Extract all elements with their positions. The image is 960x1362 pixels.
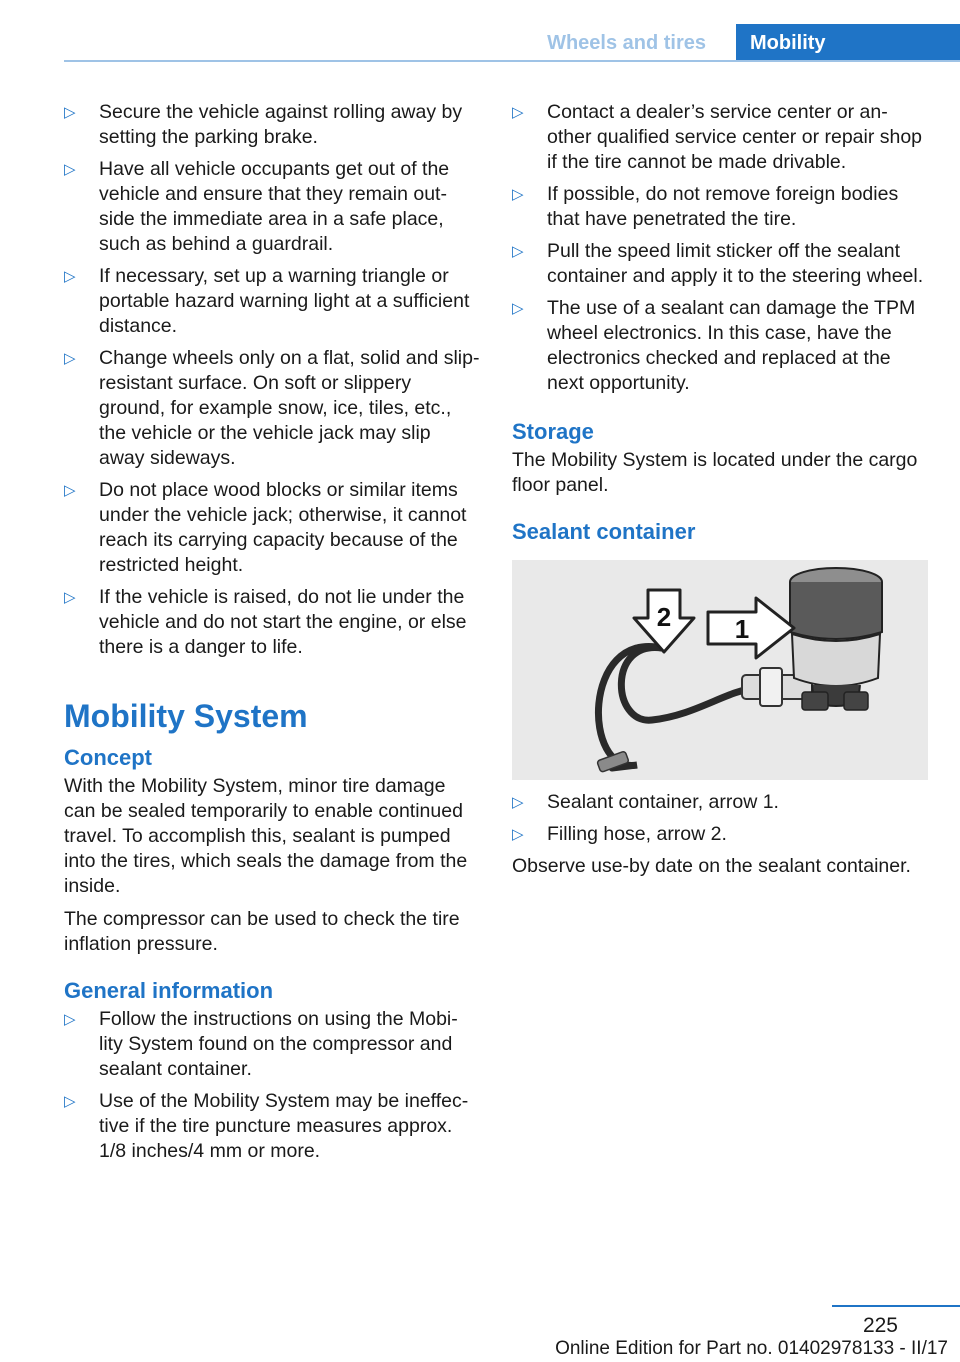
triangle-right-icon: ▷ (64, 482, 76, 499)
triangle-right-icon: ▷ (64, 268, 76, 285)
list-item: ▷ Have all vehicle occupants get out of the vehicle and ensure that they remain out-side the immediate area in a safe place, such as behind a guardrail. (64, 158, 450, 255)
storage-heading: Storage (512, 419, 594, 444)
triangle-right-icon: ▷ (64, 161, 76, 178)
list-item: ▷ Secure the vehicle against rolling away by setting the parking brake. (64, 101, 463, 148)
arrow-label-2: 2 (656, 602, 672, 632)
left-column (64, 100, 480, 1171)
right-column (512, 100, 928, 887)
concept-paragraph: With the Mobility System, minor tire damage can be sealed temporarily to enable continued travel. To accomplish this, sealant is pumped into the tires, which seals the damage from the inside. (64, 775, 468, 897)
header-rule (64, 60, 960, 62)
tire-list (512, 100, 928, 396)
list-item: ▷ If necessary, set up a warning triangle or portable hazard warning light at a sufficient distance. (64, 265, 470, 337)
sealant-illustration (512, 560, 928, 780)
list-item: ▷ If the vehicle is raised, do not lie under the vehicle and do not start the engine, or else there is a danger to life. (64, 586, 467, 658)
list-item: ▷ Contact a dealer’s service center or an-other qualified service center or repair shop if the tire cannot be made drivable. (512, 101, 923, 173)
general-list (64, 1007, 480, 1164)
triangle-right-icon: ▷ (64, 589, 76, 606)
triangle-right-icon: ▷ (64, 104, 76, 121)
triangle-right-icon: ▷ (512, 794, 524, 811)
sealant-heading: Sealant container (512, 519, 696, 544)
triangle-right-icon: ▷ (64, 1093, 76, 1110)
general-heading: General information (64, 978, 274, 1003)
page-number: 225 (862, 1314, 898, 1337)
list-item: ▷ Change wheels only on a flat, solid and slip-resistant surface. On soft or slippery ground, for example snow, ice, tiles, etc., the vehicle or the vehicle jack may slip away sideways. (64, 347, 480, 469)
triangle-right-icon: ▷ (512, 826, 524, 843)
sealant-figure (512, 560, 928, 780)
use-by-note: Observe use-by date on the sealant container. (512, 855, 911, 877)
footer-rule (832, 1305, 960, 1307)
triangle-right-icon: ▷ (64, 1011, 76, 1028)
chapter-tab[interactable]: Mobility (736, 24, 960, 62)
triangle-right-icon: ▷ (512, 300, 524, 317)
sealant-list (512, 790, 928, 847)
page-header (0, 0, 960, 64)
list-item: ▷ Pull the speed limit sticker off the sealant container and apply it to the steering wheel. (512, 240, 924, 287)
concept-paragraph: The compressor can be used to check the tire inflation pressure. (64, 908, 460, 955)
list-item: ▷ Use of the Mobility System may be ineffec-tive if the tire puncture measures approx. 1/8 inches/4 mm or more. (64, 1090, 469, 1162)
list-item: ▷ If possible, do not remove foreign bodies that have penetrated the tire. (512, 183, 899, 230)
arrow-label-1: 1 (734, 614, 750, 644)
list-item: ▷ Filling hose, arrow 2. (512, 823, 727, 845)
triangle-right-icon: ▷ (512, 186, 524, 203)
triangle-right-icon: ▷ (512, 104, 524, 121)
triangle-right-icon: ▷ (512, 243, 524, 260)
safety-list (64, 100, 480, 660)
list-item: ▷ The use of a sealant can damage the TPM wheel electronics. In this case, have the electronics checked and replaced at the next opportunity. (512, 297, 916, 394)
section-title: Mobility System (64, 698, 308, 734)
storage-paragraph: The Mobility System is located under the cargo floor panel. (512, 449, 918, 496)
edition-line: Online Edition for Part no. 01402978133 - II/17 (555, 1338, 948, 1359)
list-item: ▷ Do not place wood blocks or similar items under the vehicle jack; otherwise, it cannot reach its carrying capacity because of the restricted height. (64, 479, 467, 576)
section-tab[interactable]: Wheels and tires (547, 32, 706, 54)
list-item: ▷ Sealant container, arrow 1. (512, 791, 779, 813)
triangle-right-icon: ▷ (64, 350, 76, 367)
list-item: ▷ Follow the instructions on using the Mobi-lity System found on the compressor and sealant container. (64, 1008, 458, 1080)
concept-heading: Concept (64, 745, 152, 770)
